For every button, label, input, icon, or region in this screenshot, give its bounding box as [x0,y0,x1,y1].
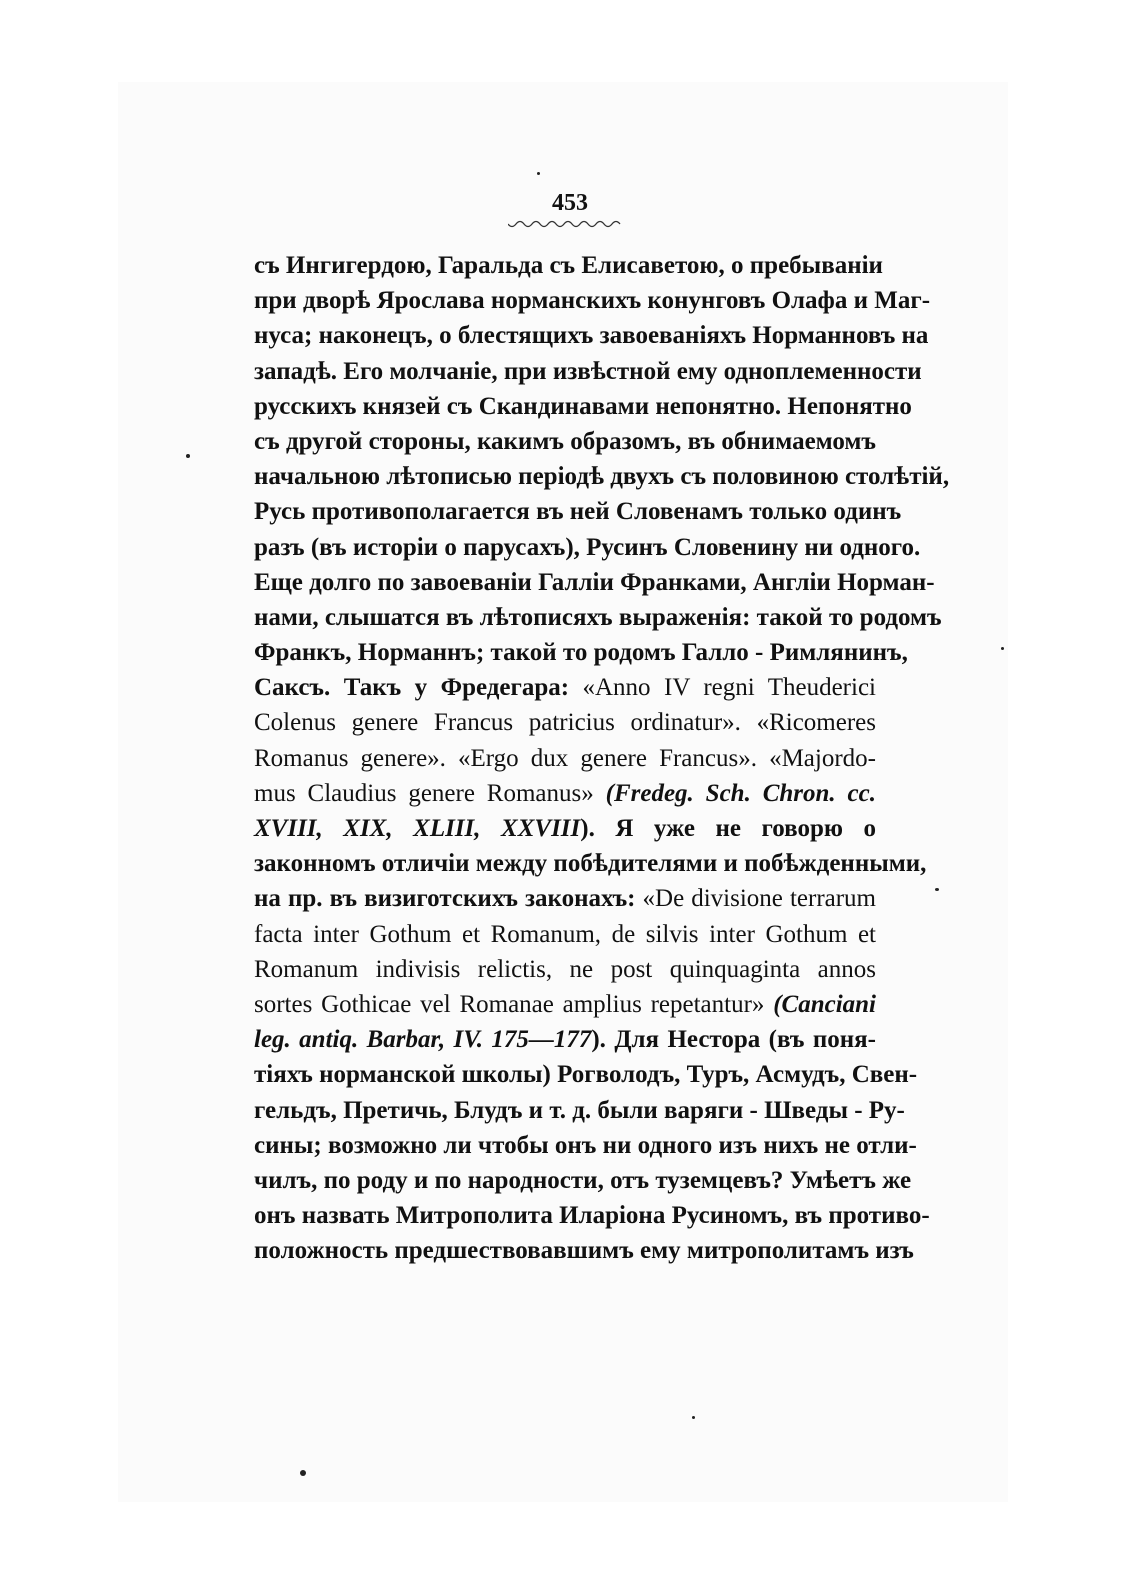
text-line: гельдъ, Претичь, Блудъ и т. д. были варяги - Шведы - Ру- [254,1096,905,1124]
text-line: разъ (въ исторіи о парусахъ), Русинъ Словенину ни одного. [254,533,921,561]
text-line [254,881,876,916]
text-line: Русь противополагается въ ней Словенамъ только одинъ [254,498,902,526]
text-line: западѣ. Его молчаніе, при извѣстной ему одноплеменности [254,357,922,385]
text-segment: на пр. въ визиготскихъ законахъ: [254,885,643,913]
scan-speck [1001,647,1004,650]
text-line [254,776,876,811]
text-line: тіяхъ норманской школы) Рогволодъ, Туръ, Асмудъ, Свен- [254,1061,918,1089]
text-line: Еще долго по завоеваніи Галліи Франками, Англіи Норман- [254,568,935,596]
latin-quote: mus Claudius genere Romanus» [254,779,606,807]
text-segment: ). Я уже не говорю о [580,815,876,842]
text-line: при дворѣ Ярослава норманскихъ конунговъ Олафа и Маг- [254,287,931,315]
text-line [254,1022,876,1057]
text-line: нами, слышатся въ лѣтописяхъ выраженія: такой то родомъ [254,603,942,631]
text-segment: ). Для Нестора (въ поня- [591,1026,876,1054]
text-segment: Саксъ. Такъ у Фредегара: [254,674,583,702]
text-line: facta inter Gothum et Romanum, de silvis inter Gothum et [254,920,876,948]
text-line: русскихъ князей съ Скандинавами непонятно. Непонятно [254,392,912,420]
scan-speck [692,1416,695,1419]
text-line [254,987,876,1022]
scan-speck [935,888,939,891]
text-line: Romanum indivisis relictis, ne post quinquaginta annos [254,955,876,983]
text-line [254,670,876,705]
text-line: съ Ингигердою, Гаральда съ Елисаветою, о пребываніи [254,252,883,279]
citation: (Fredeg. Sch. Chron. cc. [605,779,876,807]
text-line: Romanus genere». «Ergo dux genere Francus». «Majordo- [254,744,876,772]
latin-quote: «De divisione terrarum [642,885,877,913]
page-number-ornament [508,220,622,230]
text-line: нуса; наконецъ, о блестящихъ завоеваніяхъ Норманновъ на [254,322,929,350]
body-text [254,248,950,1268]
citation: leg. antiq. Barbar, IV. 175—177 [254,1026,592,1054]
text-line: начальною лѣтописью періодѣ двухъ съ половиною столѣтій, [254,463,950,491]
text-line: Colenus genere Francus patricius ordinatur». «Ricomeres [254,709,876,737]
latin-quote: «Anno IV regni Theuderici [582,674,876,702]
scan-speck [300,1470,306,1476]
text-line: Франкъ, Норманнъ; такой то родомъ Галло - Римлянинъ, [254,639,908,667]
text-line: положность предшествовавшимъ ему митрополитамъ изъ [254,1237,914,1265]
text-line: чилъ, по роду и по народности, отъ туземцевъ? Умѣетъ же [254,1166,912,1194]
citation: XVIII, XIX, XLIII, XXVIII [254,815,581,842]
scan-speck [186,454,190,458]
text-line: сины; возможно ли чтобы онъ ни одного изъ нихъ не отли- [254,1131,917,1159]
text-line: онъ назвать Митрополита Иларіона Русиномъ, въ противо- [254,1202,930,1230]
text-line: законномъ отличіи между побѣдителями и побѣжденными, [254,850,927,878]
text-line [254,811,876,846]
page-number: 453 [552,190,588,216]
citation: (Canciani [773,990,876,1018]
latin-quote: sortes Gothicae vel Romanae amplius repetantur» [254,990,774,1018]
text-line: съ другой стороны, какимъ образомъ, въ обнимаемомъ [254,427,876,455]
scan-speck [537,172,540,175]
